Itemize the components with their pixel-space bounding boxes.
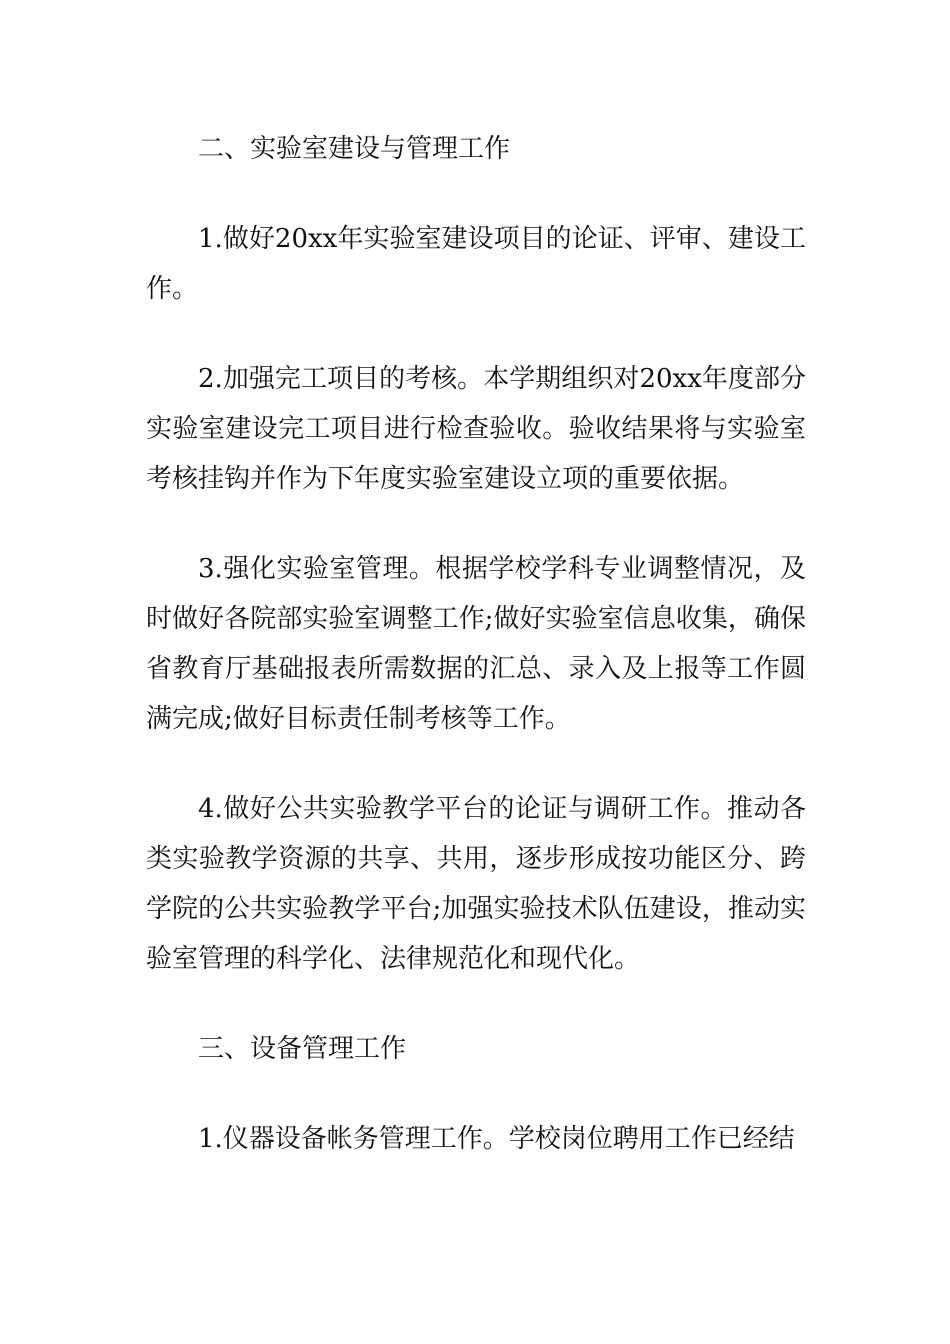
paragraph-2-completion-assessment: 2.加强完工项目的考核。本学期组织对20xx年度部分实验室建设完工项目进行检查验收。验收结果将与实验室考核挂钩并作为下年度实验室建设立项的重要依据。: [146, 364, 806, 494]
paragraph-1-project-review: 1.做好20xx年实验室建设项目的论证、评审、建设工作。: [146, 224, 806, 304]
paragraph-4-public-platform: 4.做好公共实验教学平台的论证与调研工作。推动各类实验教学资源的共享、共用，逐步形成按功能区分、跨学院的公共实验教学平台;加强实验技术队伍建设，推动实验室管理的科学化、法律规范化和现代化。: [146, 794, 806, 974]
paragraph-1-equipment-accounts: 1.仪器设备帐务管理工作。学校岗位聘用工作已经结: [198, 1124, 795, 1154]
document-body: [146, 124, 806, 1204]
paragraph-3-lab-management: 3.强化实验室管理。根据学校学科专业调整情况，及时做好各院部实验室调整工作;做好实验室信息收集，确保省教育厅基础报表所需数据的汇总、录入及上报等工作圆满完成;做好目标责任制考核等工作。: [146, 554, 806, 734]
section-heading-lab-construction: 二、实验室建设与管理工作: [198, 134, 511, 164]
section-heading-equipment-management: 三、设备管理工作: [198, 1034, 407, 1064]
